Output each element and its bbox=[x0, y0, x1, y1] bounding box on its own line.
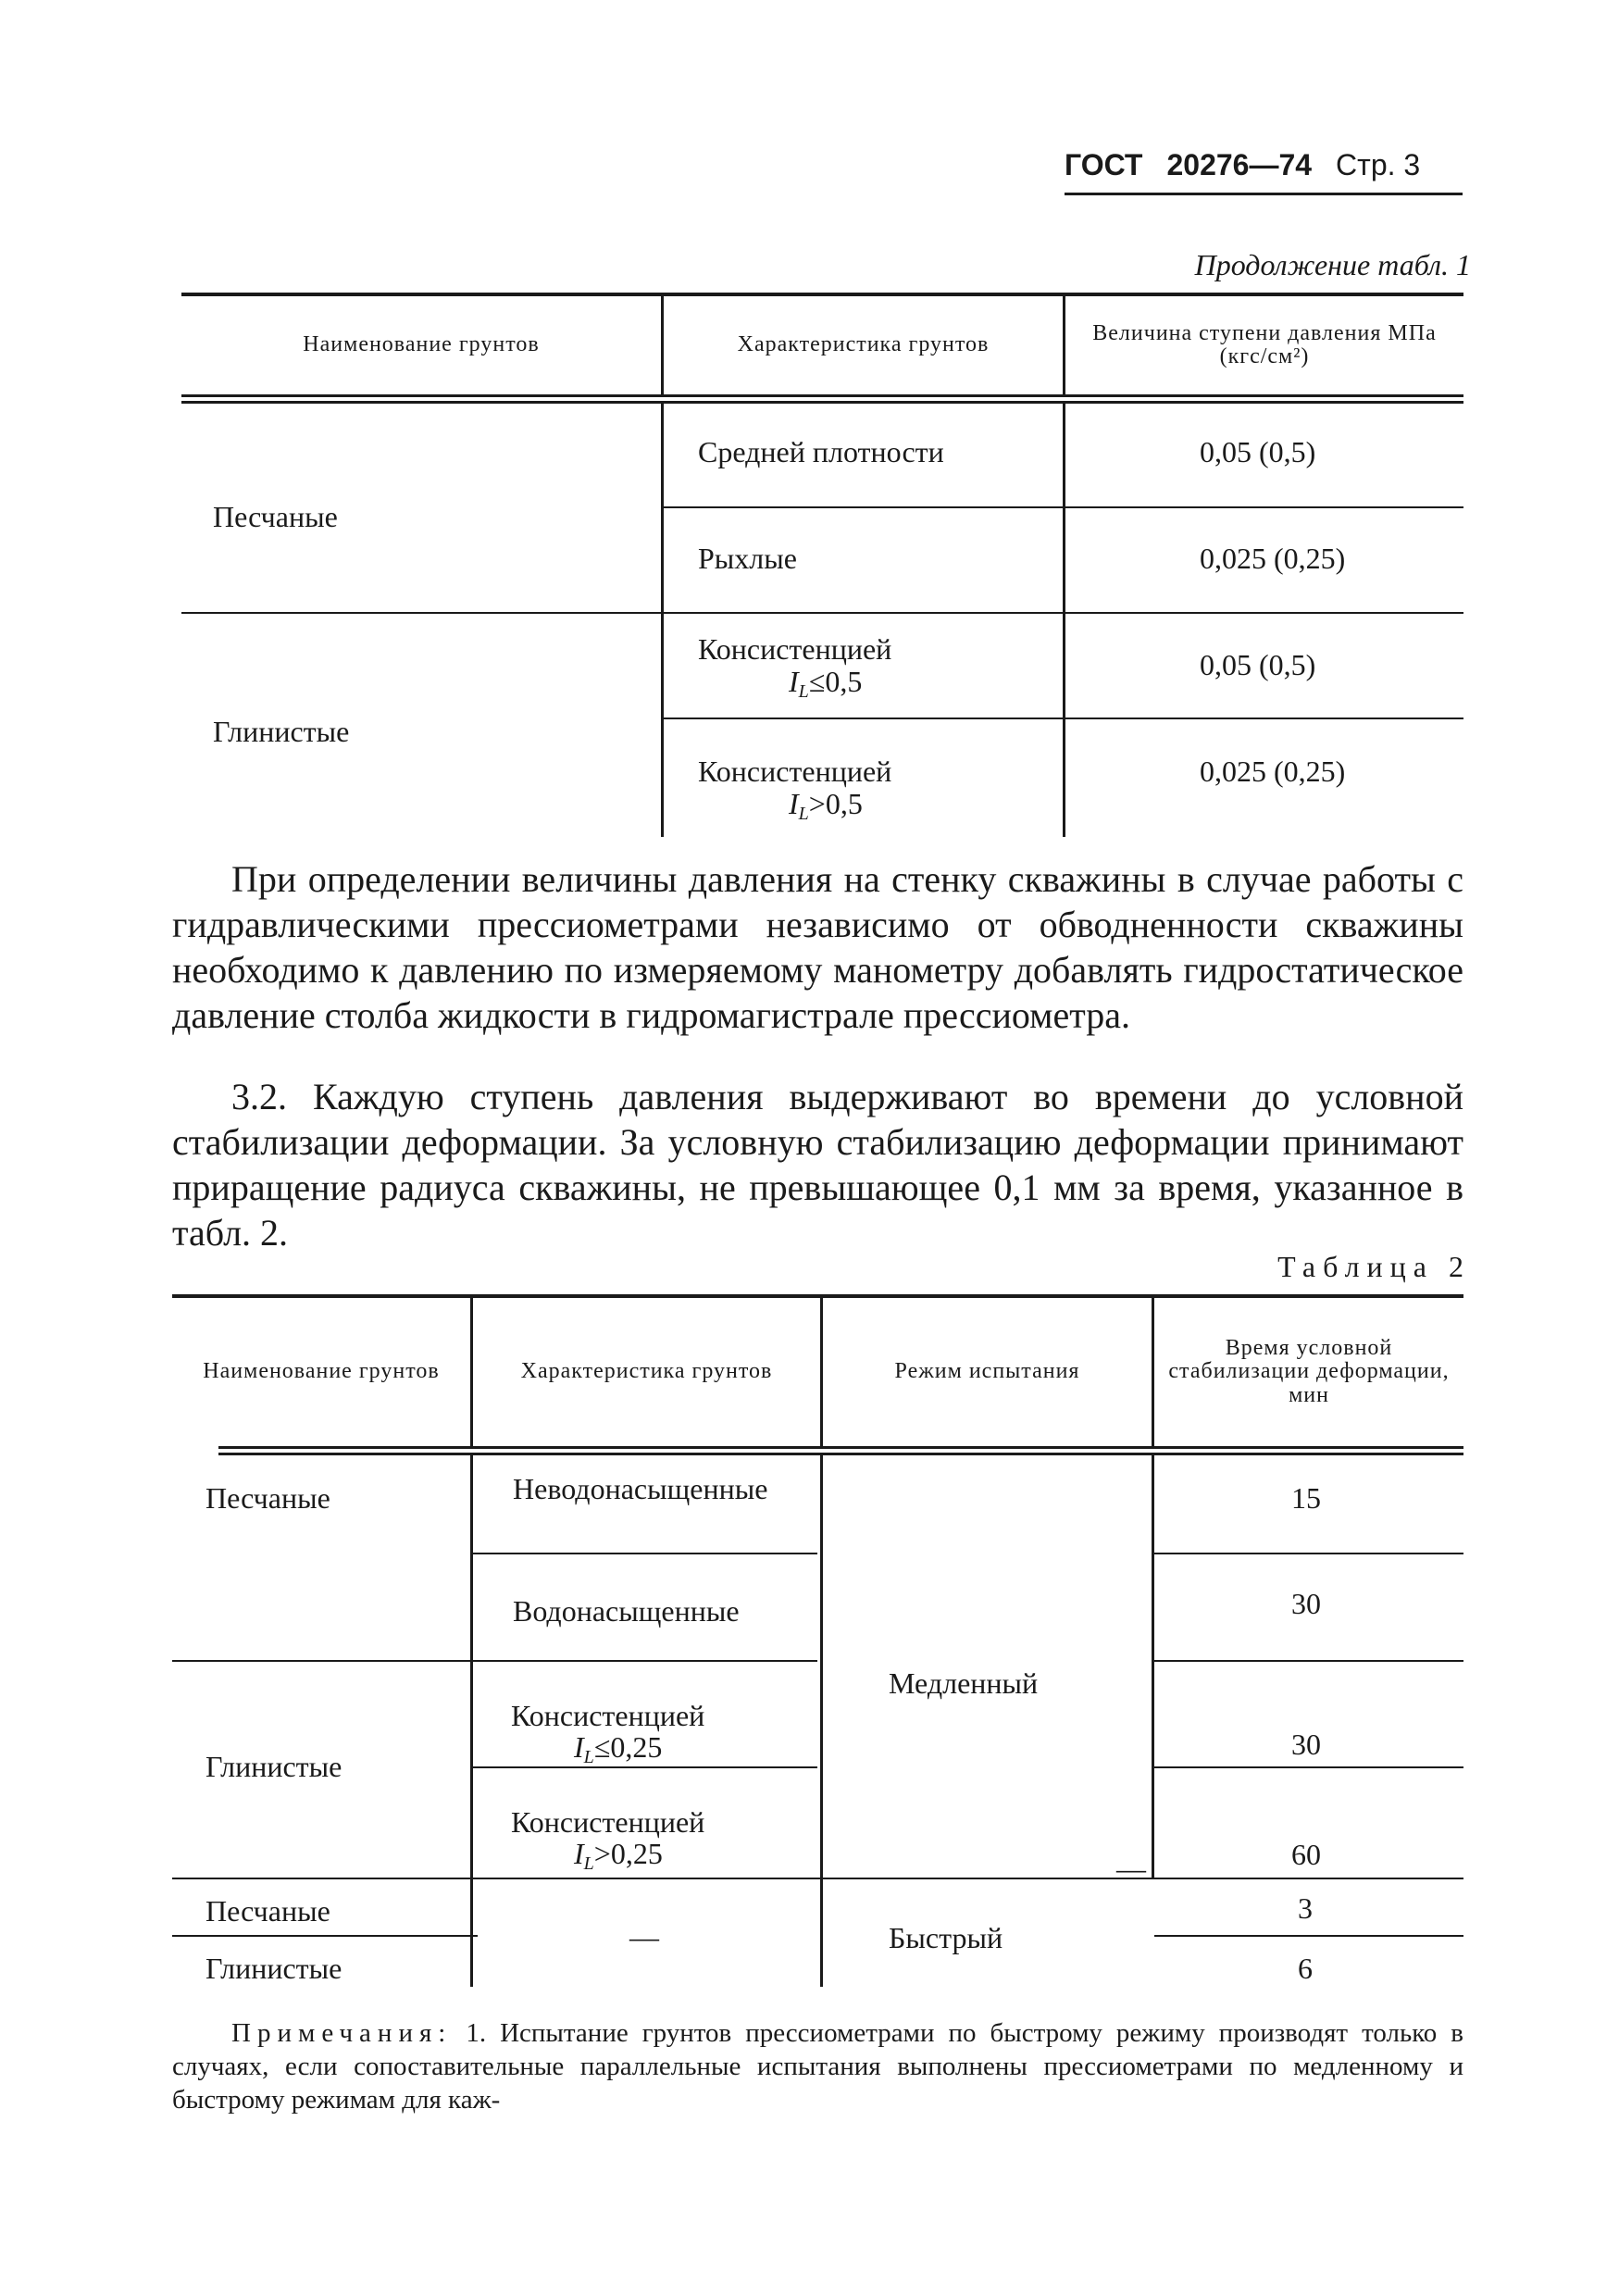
table2-col-soil-header: Наименование грунтов bbox=[203, 1359, 440, 1384]
table1-soil-clay: Глинистые bbox=[213, 715, 350, 748]
table2-mode-fast: Быстрый bbox=[889, 1921, 1003, 1954]
il-subscript: L bbox=[798, 681, 809, 702]
table2-row-rule bbox=[1154, 1935, 1463, 1937]
table2-time: 3 bbox=[1298, 1891, 1313, 1925]
paragraph-3-2: 3.2. Каждую ступень давления выдерживают во времени до условной стабилизации деформации. За условную стабилизацию деформации принимают приращение радиуса скважины, не превышающее 0,1 мм за время, указанное в табл. 2. bbox=[172, 1076, 1463, 1254]
table2-header-rule-2 bbox=[218, 1453, 1463, 1455]
table2-time: 30 bbox=[1291, 1587, 1321, 1620]
note-label: Примечания: bbox=[231, 2018, 453, 2048]
table1-header-rule-2 bbox=[181, 401, 1463, 404]
table1-char: Консистенцией bbox=[698, 755, 892, 788]
note-text: 1. Испытание грунтов прессиометрами по быстрому режиму производят только в случаях, если сопоставительные параллельные испытания выполнены прессиометрами по медленному и быстрому режимам для каж- bbox=[172, 2018, 1463, 2115]
table2-header-rule bbox=[218, 1446, 1463, 1449]
table2-col-divider bbox=[1152, 1455, 1154, 1879]
note bbox=[172, 2016, 1463, 2116]
page-header bbox=[1065, 148, 1472, 194]
standard-label: ГОСТ bbox=[1065, 148, 1143, 181]
il-subscript: L bbox=[798, 804, 809, 824]
table2-soil-sand-fast: Песчаные bbox=[205, 1894, 330, 1928]
table2-char-unsaturated: Неводонасыщенные bbox=[513, 1472, 768, 1505]
table2-char-dash: — bbox=[629, 1920, 659, 1953]
il-condition: ≤0,25 bbox=[593, 1730, 663, 1764]
table2-row-rule bbox=[172, 1935, 478, 1937]
il-condition: >0,25 bbox=[593, 1837, 663, 1870]
table2-soil-clay-fast: Глинистые bbox=[205, 1952, 342, 1985]
table2-col-divider bbox=[470, 1455, 473, 1987]
table2-soil-clay: Глинистые bbox=[205, 1750, 342, 1783]
standard-number: 20276—74 bbox=[1166, 148, 1313, 181]
table1-col-soil-header: Наименование грунтов bbox=[303, 332, 540, 357]
table2-group-rule bbox=[172, 1878, 1463, 1879]
table1-value: 0,025 (0,25) bbox=[1200, 542, 1346, 575]
page-number: Стр. 3 bbox=[1336, 148, 1421, 181]
table2-char-consistency: Консистенцией bbox=[511, 1805, 705, 1839]
table2-mode-slow: Медленный bbox=[889, 1666, 1039, 1700]
table2-condition bbox=[574, 1837, 663, 1875]
table1-row-rule bbox=[664, 718, 1463, 719]
table2-row-rule bbox=[1154, 1553, 1463, 1554]
il-symbol: I bbox=[789, 787, 799, 820]
table1-char: Средней плотности bbox=[698, 435, 944, 468]
table2-time: 60 bbox=[1291, 1838, 1321, 1871]
table1-value: 0,05 (0,5) bbox=[1200, 435, 1316, 468]
table1-value: 0,05 (0,5) bbox=[1200, 648, 1316, 681]
table1-condition bbox=[789, 665, 862, 703]
il-subscript: L bbox=[583, 1747, 594, 1767]
table1-soil-sand: Песчаные bbox=[213, 500, 338, 533]
table1-col-divider bbox=[1063, 404, 1065, 837]
table2-time: 6 bbox=[1298, 1952, 1313, 1985]
table2-col-divider bbox=[820, 1455, 823, 1987]
table1-char: Консистенцией bbox=[698, 632, 892, 666]
table1-group-rule bbox=[181, 612, 1463, 614]
table1-condition bbox=[789, 787, 863, 825]
table1-col-char-header: Характеристика грунтов bbox=[737, 332, 990, 357]
table2-col-mode-header: Режим испытания bbox=[894, 1359, 1080, 1384]
table2-row-rule bbox=[1154, 1660, 1463, 1662]
header-underline bbox=[1065, 193, 1463, 195]
table2-col-char-header: Характеристика грунтов bbox=[520, 1359, 773, 1384]
paragraph-pressure: При определении величины давления на стенку скважины в случае работы с гидравлическими прессиометрами независимо от обводненности скважины необходимо к давлению по измеряемому манометру добавлять гидростатическое давление столба жидкости в гидромагистрале прессиометра. bbox=[172, 858, 1463, 1036]
table2-title: Таблица 2 bbox=[1277, 1250, 1471, 1283]
il-symbol: I bbox=[574, 1730, 584, 1764]
table2-char-saturated: Водонасыщенные bbox=[513, 1594, 740, 1628]
il-subscript: L bbox=[583, 1853, 594, 1874]
table1-char: Рыхлые bbox=[698, 542, 797, 575]
table2-time: 15 bbox=[1291, 1481, 1321, 1515]
table1-col-divider bbox=[661, 404, 664, 837]
il-condition: ≤0,5 bbox=[808, 665, 863, 698]
table2-row-rule bbox=[1154, 1766, 1463, 1768]
table2-group-rule bbox=[172, 1660, 817, 1662]
table2-condition bbox=[574, 1730, 662, 1768]
il-condition: >0,5 bbox=[808, 787, 863, 820]
table1-row-rule bbox=[664, 506, 1463, 508]
table1-value: 0,025 (0,25) bbox=[1200, 755, 1346, 788]
table2-soil-sand: Песчаные bbox=[205, 1481, 330, 1515]
table1-continuation: Продолжение табл. 1 bbox=[1194, 248, 1471, 281]
table2-col-time-header: Время условной стабилизации деформации, мин bbox=[1168, 1336, 1450, 1407]
table1-header-rule bbox=[181, 394, 1463, 397]
table2-time: 30 bbox=[1291, 1728, 1321, 1761]
table2-mode-dash: — bbox=[1116, 1852, 1146, 1885]
il-symbol: I bbox=[789, 665, 799, 698]
il-symbol: I bbox=[574, 1837, 584, 1870]
table1-col-pressure-header: Величина ступени давления МПа (кгс/см²) bbox=[1092, 320, 1437, 368]
table2-char-consistency: Консистенцией bbox=[511, 1699, 705, 1732]
table2-row-rule bbox=[473, 1553, 817, 1554]
